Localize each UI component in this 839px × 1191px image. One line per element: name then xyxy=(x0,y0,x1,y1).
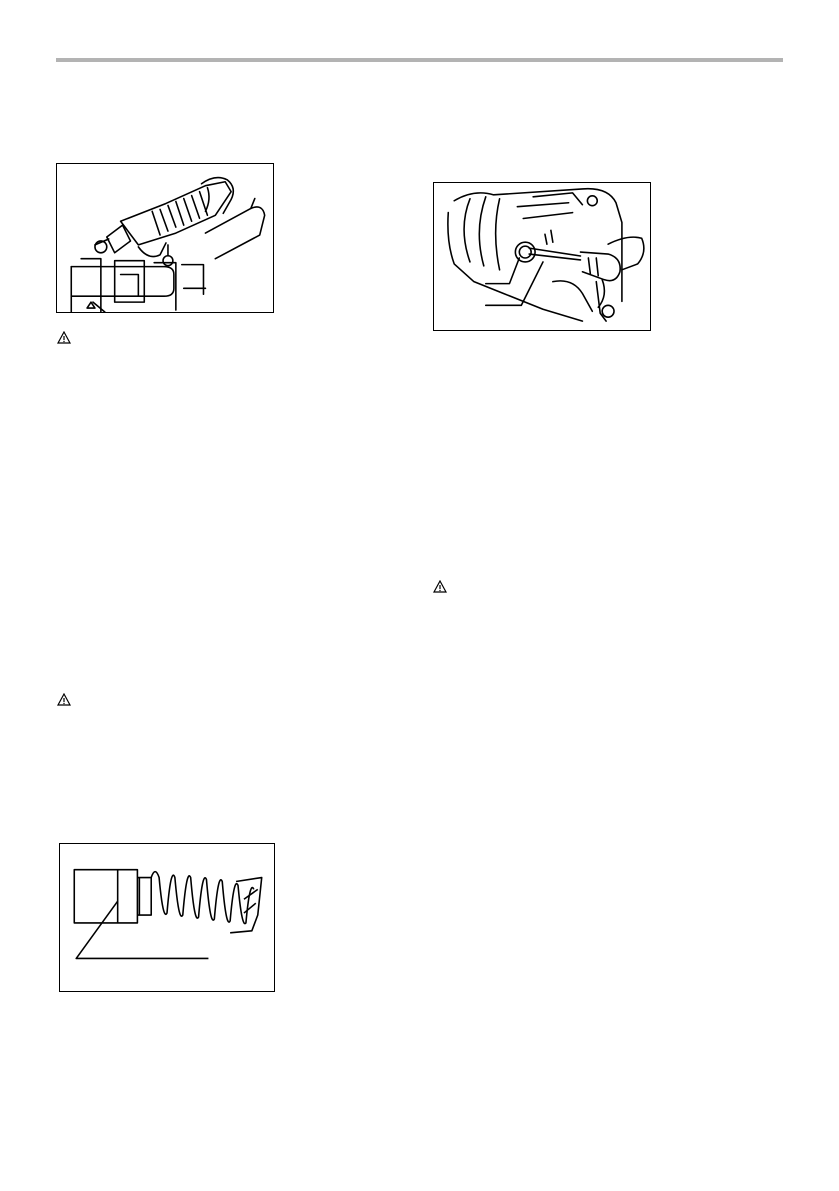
figure-carbon-brush xyxy=(59,843,275,992)
figure-saw-in-vise xyxy=(56,163,274,313)
caution-icon xyxy=(57,331,71,344)
caution-icon xyxy=(57,693,71,706)
carbon-brush-illustration xyxy=(60,844,274,991)
brush-holder-cap-illustration xyxy=(434,183,650,330)
header-rule xyxy=(56,58,783,62)
figure-brush-holder-cap xyxy=(433,182,651,331)
saw-in-vise-illustration xyxy=(57,164,273,312)
caution-icon xyxy=(433,580,447,593)
